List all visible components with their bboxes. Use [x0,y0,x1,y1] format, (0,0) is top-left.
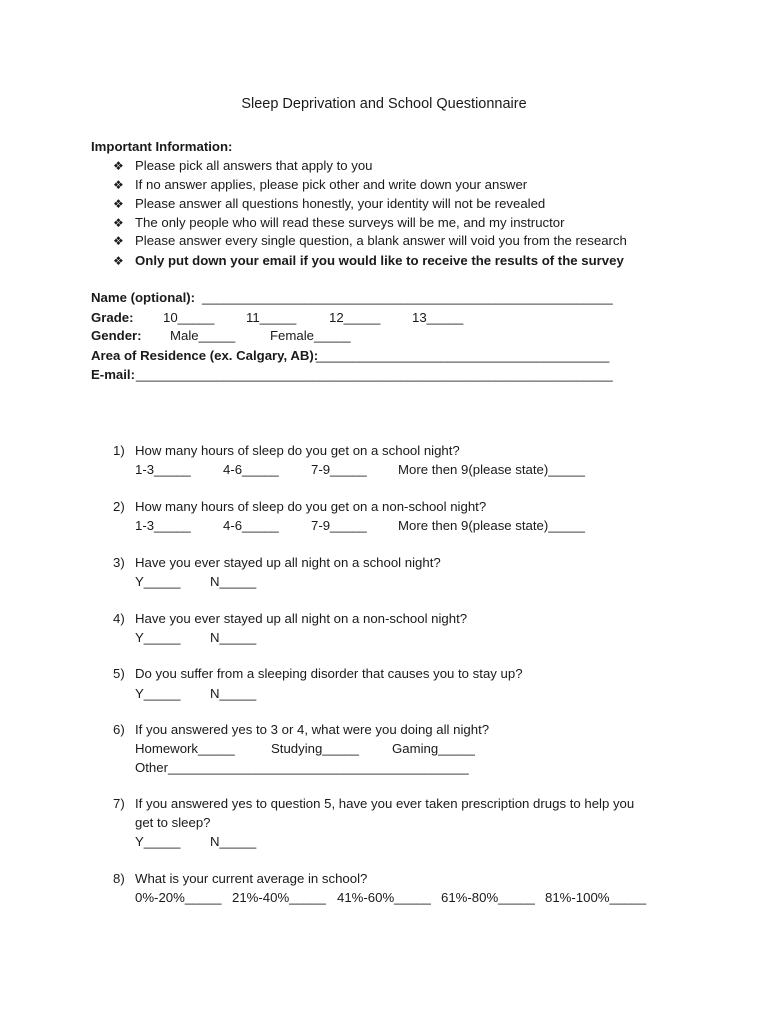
question-text: How many hours of sleep do you get on a school night? [135,443,460,458]
answer-option[interactable]: 21%-40%_____ [232,890,326,905]
question-text: Have you ever stayed up all night on a non-school night? [135,611,468,626]
bullet-diamond-icon: ❖ [113,254,124,268]
answer-option[interactable]: More then 9(please state)_____ [398,462,585,477]
important-item: Only put down your email if you would like to receive the results of the survey [135,253,624,268]
question-number: 4) [113,611,125,626]
answer-option[interactable]: N_____ [210,630,257,645]
question-number: 6) [113,722,125,737]
important-item: The only people who will read these surveys will be me, and my instructor [135,215,565,230]
important-heading: Important Information: [91,139,233,154]
grade-option-13[interactable]: 13_____ [412,310,464,325]
question-number: 8) [113,871,125,886]
important-item: Please answer every single question, a blank answer will void you from the research [135,233,627,248]
grade-option-10[interactable]: 10_____ [163,310,215,325]
question-text: If you answered yes to question 5, have you ever taken prescription drugs to help you [135,796,635,811]
answer-option[interactable]: 7-9_____ [311,518,367,533]
answer-option[interactable]: 61%-80%_____ [441,890,535,905]
answer-option[interactable]: Gaming_____ [392,741,475,756]
bullet-diamond-icon: ❖ [113,216,124,230]
answer-option[interactable]: 7-9_____ [311,462,367,477]
gender-option-female[interactable]: Female_____ [270,328,351,343]
answer-option[interactable]: Studying_____ [271,741,359,756]
bullet-diamond-icon: ❖ [113,197,124,211]
question-number: 7) [113,796,125,811]
answer-option[interactable]: Y_____ [135,630,181,645]
gender-label: Gender: [91,328,142,343]
residence-label: Area of Residence (ex. Calgary, AB): [91,348,319,363]
other-answer-field[interactable]: Other_________________________________________ [135,760,469,775]
answer-option[interactable]: N_____ [210,574,257,589]
answer-option[interactable]: 0%-20%_____ [135,890,222,905]
email-label: E-mail: [91,367,135,382]
question-text: What is your current average in school? [135,871,368,886]
bullet-diamond-icon: ❖ [113,178,124,192]
question-number: 3) [113,555,125,570]
answer-option[interactable]: More then 9(please state)_____ [398,518,585,533]
question-number: 1) [113,443,125,458]
answer-option[interactable]: Y_____ [135,834,181,849]
grade-option-11[interactable]: 11_____ [246,310,297,325]
answer-option[interactable]: 1-3_____ [135,518,191,533]
name-field[interactable]: ________________________________________________________ [202,290,613,305]
important-item: If no answer applies, please pick other and write down your answer [135,177,528,192]
grade-option-12[interactable]: 12_____ [329,310,381,325]
answer-option[interactable]: Y_____ [135,574,181,589]
bullet-diamond-icon: ❖ [113,159,124,173]
grade-label: Grade: [91,310,134,325]
question-text: Have you ever stayed up all night on a school night? [135,555,441,570]
name-label: Name (optional): [91,290,196,305]
answer-option[interactable]: 41%-60%_____ [337,890,431,905]
answer-option[interactable]: N_____ [210,686,257,701]
answer-option[interactable]: 81%-100%_____ [545,890,647,905]
residence-field[interactable]: ________________________________________ [316,348,610,363]
question-text: If you answered yes to 3 or 4, what were you doing all night? [135,722,490,737]
important-item: Please answer all questions honestly, your identity will not be revealed [135,196,546,211]
page-title: Sleep Deprivation and School Questionnaire [241,96,527,112]
answer-option[interactable]: 1-3_____ [135,462,191,477]
question-number: 5) [113,666,125,681]
answer-option[interactable]: N_____ [210,834,257,849]
answer-option[interactable]: Homework_____ [135,741,235,756]
question-number: 2) [113,499,125,514]
answer-option[interactable]: 4-6_____ [223,462,279,477]
answer-option[interactable]: Y_____ [135,686,181,701]
bullet-diamond-icon: ❖ [113,234,124,248]
answer-option[interactable]: 4-6_____ [223,518,279,533]
important-item: Please pick all answers that apply to you [135,158,373,173]
gender-option-male[interactable]: Male_____ [170,328,236,343]
question-text-continued: get to sleep? [135,815,211,830]
email-field[interactable]: _________________________________________________________________ [136,367,613,382]
question-text: Do you suffer from a sleeping disorder that causes you to stay up? [135,666,523,681]
question-text: How many hours of sleep do you get on a non-school night? [135,499,487,514]
